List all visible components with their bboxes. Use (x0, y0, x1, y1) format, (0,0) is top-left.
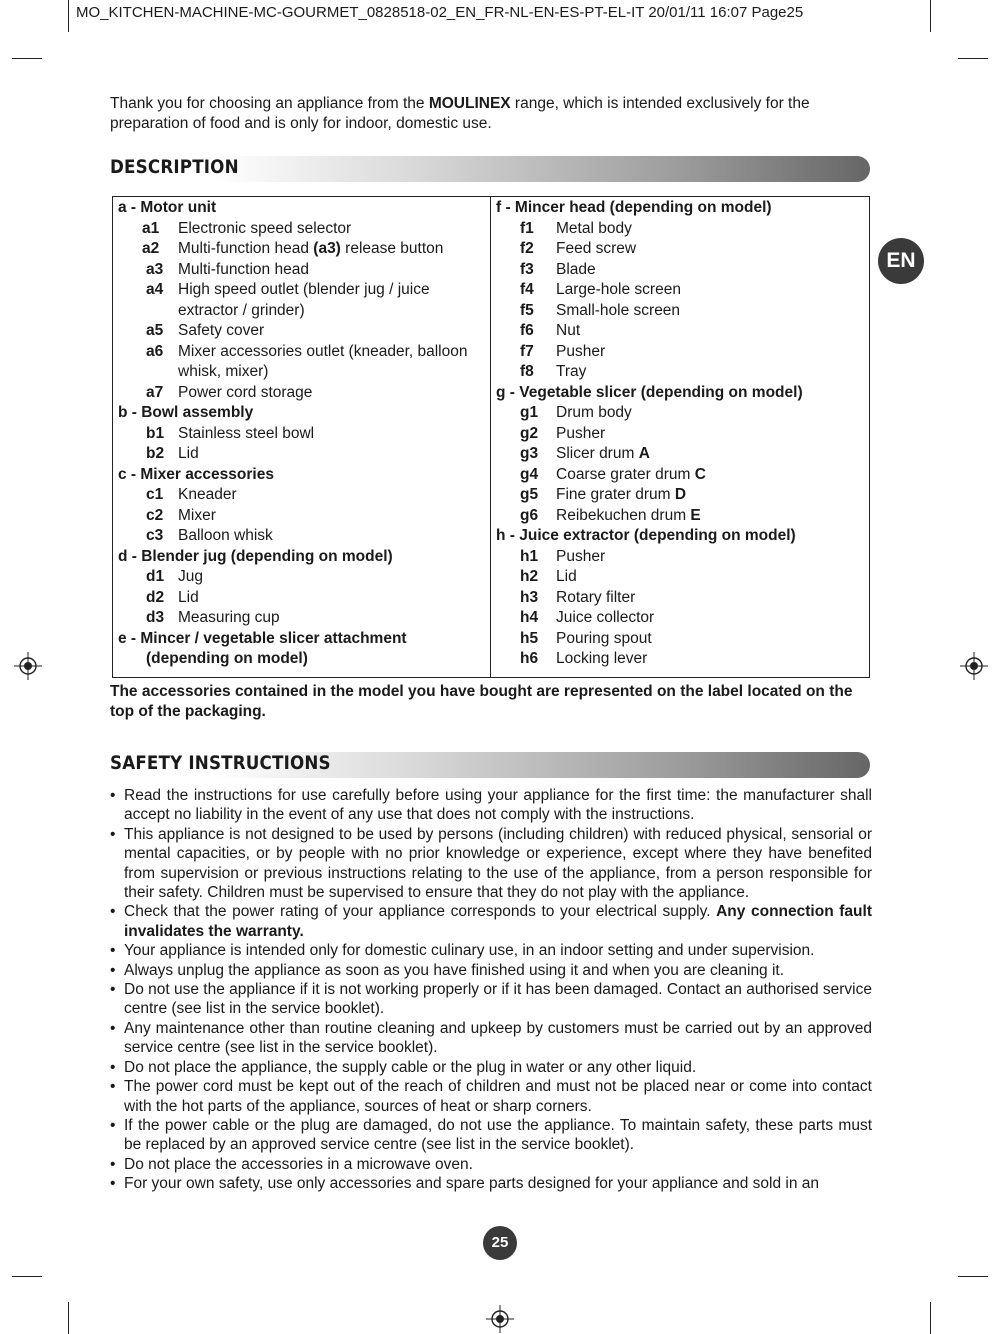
section-title-safety: SAFETY INSTRUCTIONS (110, 752, 331, 774)
list-item: g1 Drum body (520, 404, 632, 421)
crop-mark (68, 0, 69, 32)
crop-mark (958, 1276, 988, 1277)
list-item: f8 Tray (520, 363, 587, 380)
crop-mark (68, 1302, 69, 1334)
list-item: h4 Juice collector (520, 609, 655, 626)
crop-mark (930, 1302, 931, 1334)
list-item: h1 Pusher (520, 547, 606, 565)
list-item: • Any maintenance other than routine cleaning and upkeep by customers must be carried out by an approved service centre (see list in the service booklet). (110, 1019, 872, 1057)
language-badge: EN (878, 238, 924, 284)
list-item: b1 Stainless steel bowl (146, 424, 315, 442)
list-item: • Your appliance is intended only for domestic culinary use, in an indoor setting and under supervision. (110, 942, 815, 960)
group-title: d - Blender jug (depending on model) (118, 547, 393, 565)
list-item: h5 Pouring spout (520, 629, 652, 647)
list-item: a3 Multi-function head (146, 260, 309, 278)
list-item: a1 Electronic speed selector (142, 219, 352, 237)
crop-mark (12, 1276, 42, 1277)
list-item: f3 Blade (520, 260, 596, 278)
list-item: c3 Balloon whisk (146, 527, 273, 544)
group-title: g - Vegetable slicer (depending on model) (496, 383, 803, 401)
list-item: • This appliance is not designed to be used by persons (including children) with reduced physical, sensorial or mental capacities, or by people with no prior knowledge or experience, except where they have benefited from supervision or previous instructions relating to the use of the appliance, from a person responsible for their safety. Children must be supervised to ensure that they do not play with the appliance. (110, 825, 872, 902)
list-item: • Do not place the accessories in a microwave oven. (110, 1155, 473, 1173)
group-title: f - Mincer head (depending on model) (496, 199, 772, 216)
page-number: 25 (483, 1226, 517, 1260)
list-item: g5 Fine grater drum D (520, 486, 687, 503)
safety-list (110, 786, 872, 1194)
list-item: a7 Power cord storage (146, 383, 313, 401)
list-item: f5 Small-hole screen (520, 301, 681, 319)
list-item: • Check that the power rating of your appliance corresponds to your electrical supply. Any connection fault invalidates the warranty. (110, 903, 872, 940)
group-title: e - Mincer / vegetable slicer attachment (118, 629, 407, 647)
description-table (112, 196, 870, 678)
group-subtitle: (depending on model) (146, 650, 308, 667)
list-item: • For your own safety, use only accessories and spare parts designed for your appliance and sold in an (110, 1175, 820, 1193)
list-item: c1 Kneader (146, 486, 237, 503)
group-title: h - Juice extractor (depending on model) (496, 527, 796, 544)
list-item: d2 Lid (146, 588, 199, 606)
list-item: a4 High speed outlet (blender jug / juice extractor / grinder) (146, 281, 430, 319)
group-title: b - Bowl assembly (118, 404, 254, 421)
list-item: f1 Metal body (520, 219, 632, 237)
list-item: g2 Pusher (520, 424, 606, 442)
warranty-warning: Any connection fault invalidates the warranty. (124, 903, 872, 940)
list-item: • If the power cable or the plug are damaged, do not use the appliance. To maintain safety, these parts must be replaced by an approved service centre (see list in the service booklet). (110, 1116, 872, 1154)
description-column-right (491, 197, 869, 677)
group-title: a - Motor unit (118, 199, 217, 216)
list-item: • Do not place the appliance, the supply cable or the plug in water or any other liquid. (110, 1058, 697, 1076)
list-item: h6 Locking lever (520, 650, 648, 667)
list-item: f2 Feed screw (520, 240, 637, 257)
list-item: • Read the instructions for use carefully before using your appliance for the first time: the manufacturer shall accept no liability in the event of any use that does not comply with the instructions. (110, 787, 872, 824)
list-item: d1 Jug (146, 568, 203, 585)
crop-mark (12, 58, 42, 59)
print-slug: MO_KITCHEN-MACHINE-MC-GOURMET_0828518-02_EN_FR-NL-EN-ES-PT-EL-IT 20/01/11 16:07 Page25 (76, 4, 804, 21)
section-title-description: DESCRIPTION (110, 156, 239, 178)
list-item: h3 Rotary filter (520, 588, 636, 606)
list-item: f4 Large-hole screen (520, 281, 681, 298)
list-item: f6 Nut (520, 322, 581, 339)
group-title: c - Mixer accessories (118, 465, 274, 483)
registration-mark-icon (14, 652, 42, 680)
registration-mark-icon (486, 1305, 514, 1333)
registration-mark-icon (960, 652, 988, 680)
list-item: • Do not use the appliance if it is not working properly or if it has been damaged. Contact an authorised service centre (see list in the service booklet). (110, 981, 872, 1018)
accessories-note: The accessories contained in the model you have bought are represented on the label located on the top of the packaging. (110, 683, 853, 720)
list-item: f7 Pusher (520, 342, 606, 360)
intro-paragraph: Thank you for choosing an appliance from the MOULINEX range, which is intended exclusively for the preparation of food and is only for indoor, domestic use. (110, 95, 810, 132)
description-column-left (113, 197, 491, 677)
list-item: a6 Mixer accessories outlet (kneader, balloon whisk, mixer) (146, 342, 468, 380)
list-item: a5 Safety cover (146, 322, 265, 339)
list-item: c2 Mixer (146, 506, 216, 524)
list-item: • Always unplug the appliance as soon as you have finished using it and when you are cleaning it. (110, 961, 785, 979)
list-item: d3 Measuring cup (146, 609, 280, 626)
list-item: h2 Lid (520, 568, 577, 585)
list-item: b2 Lid (146, 445, 199, 462)
list-item: • The power cord must be kept out of the reach of children and must not be placed near or come into contact with the hot parts of the appliance, sources of heat or sharp corners. (110, 1078, 872, 1115)
brand-name: MOULINEX (428, 95, 511, 112)
list-item: g4 Coarse grater drum C (520, 465, 706, 483)
list-item: g3 Slicer drum A (520, 445, 650, 462)
crop-mark (958, 58, 988, 59)
list-item: g6 Reibekuchen drum E (520, 506, 701, 524)
list-item: a2 Multi-function head (a3) release button (142, 240, 444, 257)
